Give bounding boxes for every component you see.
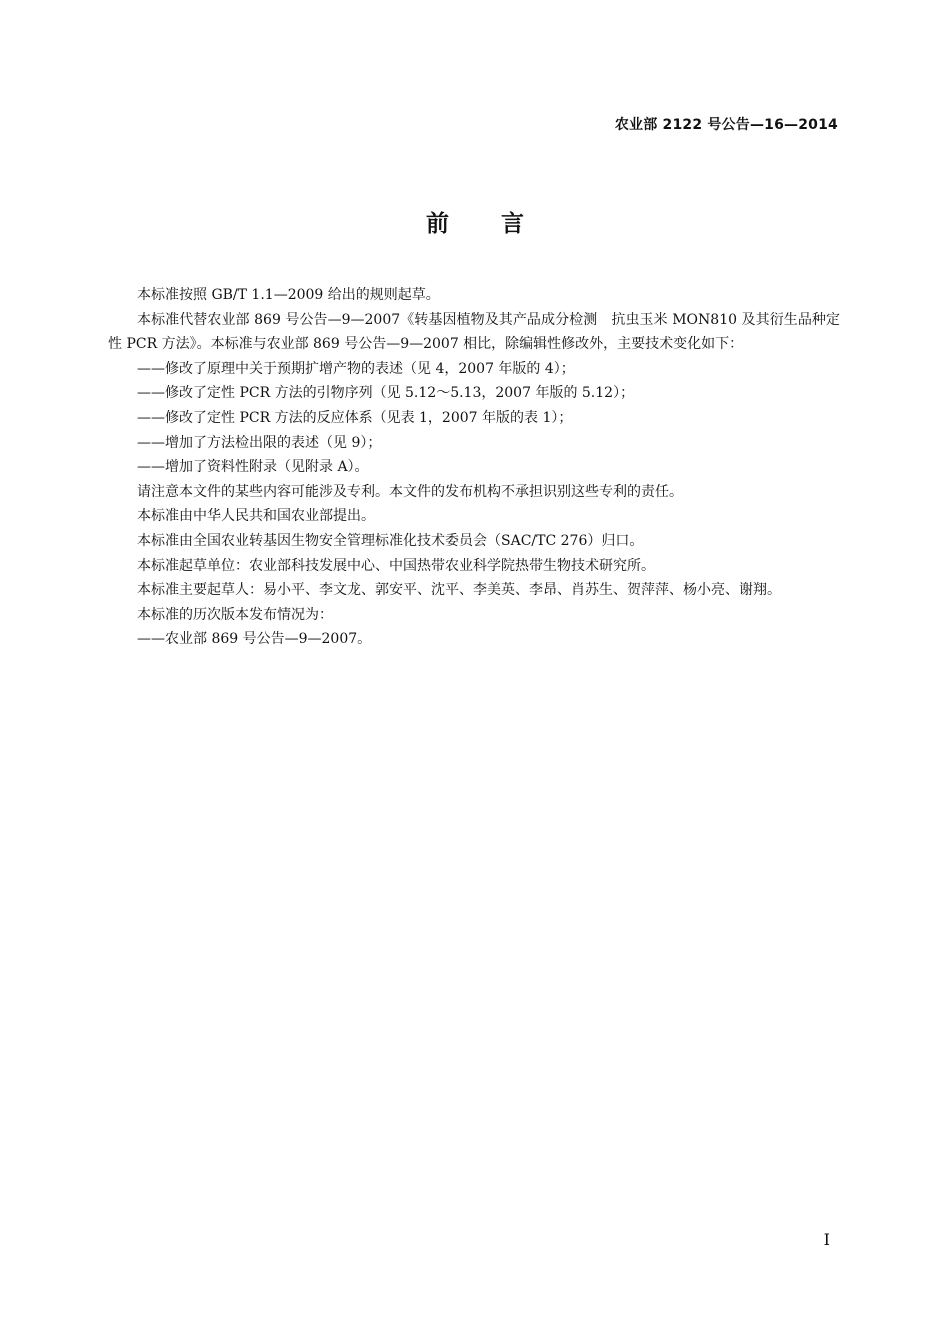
paragraph-drafting-rules: 本标准按照 GB/T 1.1—2009 给出的规则起草。	[137, 287, 440, 303]
paragraph-drafters: 本标准主要起草人：易小平、李文龙、郭安平、沈平、李美英、李昂、肖苏生、贺萍萍、杨小亮、谢翔。	[137, 582, 781, 599]
foreword-body	[108, 283, 840, 652]
document-code: 农业部 2122 号公告—16—2014	[614, 117, 838, 133]
change-item: ——增加了资料性附录（见附录 A）。	[137, 459, 369, 476]
page-number: I	[823, 1230, 830, 1249]
change-item: ——增加了方法检出限的表述（见 9）；	[137, 434, 382, 451]
paragraph-replacement: 本标准代替农业部 869 号公告—9—2007《转基因植物及其产品成分检测 抗虫玉米 MON810 及其衍生品种定性 PCR 方法》。本标准与农业部 869 号公告—9—2007 相比，除编辑性修改外，主要技术变化如下：	[108, 311, 840, 353]
history-item: ——农业部 869 号公告—9—2007。	[137, 631, 372, 648]
paragraph-administrator: 本标准由全国农业转基因生物安全管理标准化技术委员会（SAC/TC 276）归口。	[137, 532, 644, 549]
paragraph-history-intro: 本标准的历次版本发布情况为：	[137, 606, 333, 623]
paragraph-patent-notice: 请注意本文件的某些内容可能涉及专利。本文件的发布机构不承担识别这些专利的责任。	[137, 483, 683, 500]
page-title: 前言	[426, 211, 576, 237]
paragraph-drafting-units: 本标准起草单位：农业部科技发展中心、中国热带农业科学院热带生物技术研究所。	[137, 557, 655, 574]
change-item: ——修改了定性 PCR 方法的反应体系（见表 1，2007 年版的表 1）；	[137, 409, 573, 426]
change-item: ——修改了原理中关于预期扩增产物的表述（见 4，2007 年版的 4）；	[137, 360, 575, 377]
change-item: ——修改了定性 PCR 方法的引物序列（见 5.12～5.13，2007 年版的 5.12）；	[137, 385, 635, 402]
paragraph-proposer: 本标准由中华人民共和国农业部提出。	[137, 508, 375, 525]
